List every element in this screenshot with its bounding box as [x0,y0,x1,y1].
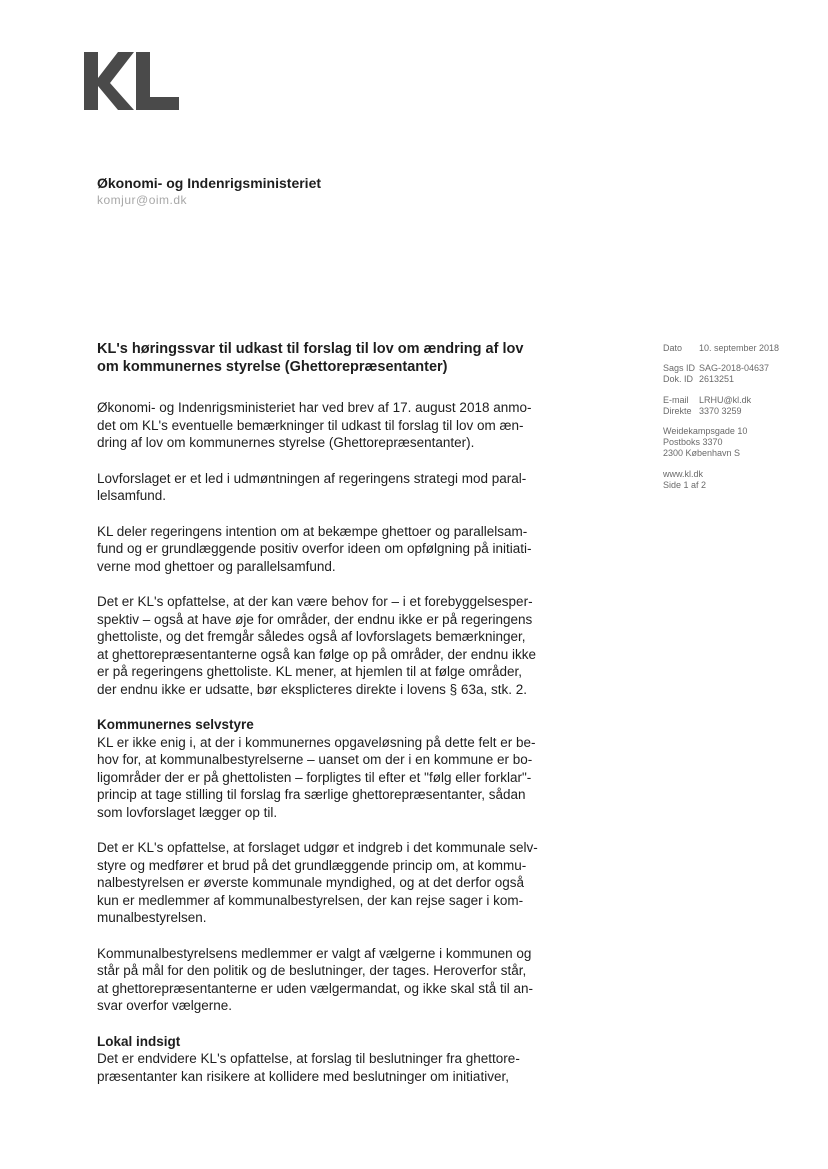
text-line: hov for, at kommunalbestyrelserne – uanset om der i en kommune er bo- [97,752,533,767]
text-line: at ghettorepræsentanterne også kan følge op på områder, der endnu ikke [97,646,537,662]
kl-logo [84,52,184,112]
web-group [663,469,813,491]
section-heading-selvstyre: Kommunernes selvstyre [97,717,254,732]
address-line: Postboks 3370 [663,437,723,448]
address-group [663,426,813,460]
direct-label: Direkte [663,405,692,416]
text-line: nalbestyrelsen er øverste kommunale myndighed, og at det derfor også [97,875,524,890]
text-line: styre og medfører et brud på det grundlæggende princip om, at kommu- [97,857,527,873]
paragraph-selvstyre-3 [97,945,567,1015]
recipient-name: Økonomi- og Indenrigsministeriet [97,175,322,191]
text-line: spektiv – også at have øje for områder, der endnu ikke er på regeringens [97,611,533,627]
letter-title [97,340,567,376]
text-line: det om KL's eventuelle bemærkninger til udkast til forslag til lov om æn- [97,417,524,433]
text-line: lelsamfund. [97,488,167,503]
email-value[interactable]: LRHU@kl.dk [699,394,752,405]
contact-group [663,395,813,417]
date-value: 10. september 2018 [699,343,780,353]
date-group [663,343,813,354]
text-line: Det er KL's opfattelse, at der kan være behov for – i et forebyggelsesper- [97,594,533,609]
text-line: at ghettorepræsentanterne er uden vælgermandat, og ikke skal stå til an- [97,980,533,996]
text-line: KL er ikke enig i, at der i kommunernes opgaveløsning på dette felt er be- [97,734,536,750]
recipient-email[interactable]: komjur@oim.dk [97,193,188,207]
title-line: KL's høringssvar til udkast til forslag til lov om ændring af lov [97,341,524,357]
text-line: Det er KL's opfattelse, at forslaget udgør et indgreb i det kommunale selv- [97,840,538,855]
text-line: Kommunalbestyrelsens medlemmer er valgt af vælgerne i kommunen og [97,945,532,961]
text-line: Økonomi- og Indenrigsministeriet har ved brev af 17. august 2018 anmo- [97,400,532,415]
address-line: Weidekampsgade 10 [663,426,748,437]
paragraph-intro-2 [97,470,567,505]
paragraph-intro-4 [97,593,567,698]
text-line: KL deler regeringens intention om at bekæmpe ghettoer og parallelsam- [97,523,528,539]
paragraph-intro-1 [97,399,567,452]
text-line: verne mod ghettoer og parallelsamfund. [97,558,336,574]
email-label: E-mail [663,394,689,405]
text-line: dring af lov om kommunernes styrelse (Ghettorepræsentanter). [97,435,475,450]
address-line: 2300 København S [663,448,741,459]
text-line: præsentanter kan risikere at kollidere med beslutninger om initiativer, [97,1068,509,1084]
text-line: ligområder der er på ghettolisten – forpligtes til efter et "følg eller forklar"- [97,769,532,785]
page-number: Side 1 af 2 [663,479,707,490]
id-group [663,363,813,385]
paragraph-lokal-1 [97,1050,567,1085]
text-line: der endnu ikke er udsatte, bør eksplicteres direkte i lovens § 63a, stk. 2. [97,681,527,697]
text-line: Det er endvidere KL's opfattelse, at forslag til beslutninger fra ghettore- [97,1051,520,1066]
paragraph-selvstyre-1 [97,734,567,822]
dok-label: Dok. ID [663,374,694,385]
text-line: Lovforslaget er et led i udmøntningen af regeringens strategi mod paral- [97,470,527,486]
date-label: Dato [663,343,683,353]
text-line: står på mål for den politik og de beslutninger, der tages. Heroverfor står, [97,963,527,978]
text-line: princip at tage stilling til forslag fra særlige ghettorepræsentanter, sådan [97,787,526,802]
text-line: er på regeringens ghettoliste. KL mener, at hjemlen til at følge områder, [97,664,522,679]
text-line: fund og er grundlæggende positiv overfor ideen om opfølgning på initiati- [97,541,532,556]
title-line: om kommunernes styrelse (Ghettorepræsentanter) [97,359,448,375]
sags-label: Sags ID [663,363,696,374]
section-heading-lokal-indsigt: Lokal indsigt [97,1033,181,1049]
paragraph-selvstyre-2 [97,839,567,927]
recipient-block [97,174,321,208]
direct-value: 3370 3259 [699,405,742,416]
sags-value: SAG-2018-04637 [699,363,770,374]
text-line: ghettoliste, og det fremgår således også af lovforslagets bemærkninger, [97,629,526,644]
dok-value: 2613251 [699,374,735,385]
text-line: som lovforslaget lægger op til. [97,804,278,820]
text-line: svar overfor vælgerne. [97,998,233,1013]
letter-metadata [663,343,813,500]
text-line: kun er medlemmer af kommunalbestyrelsen, der kan rejse sager i kom- [97,892,524,908]
letter-body [97,340,567,1103]
paragraph-intro-3 [97,523,567,576]
website-link[interactable]: www.kl.dk [663,468,704,479]
text-line: munalbestyrelsen. [97,910,207,925]
